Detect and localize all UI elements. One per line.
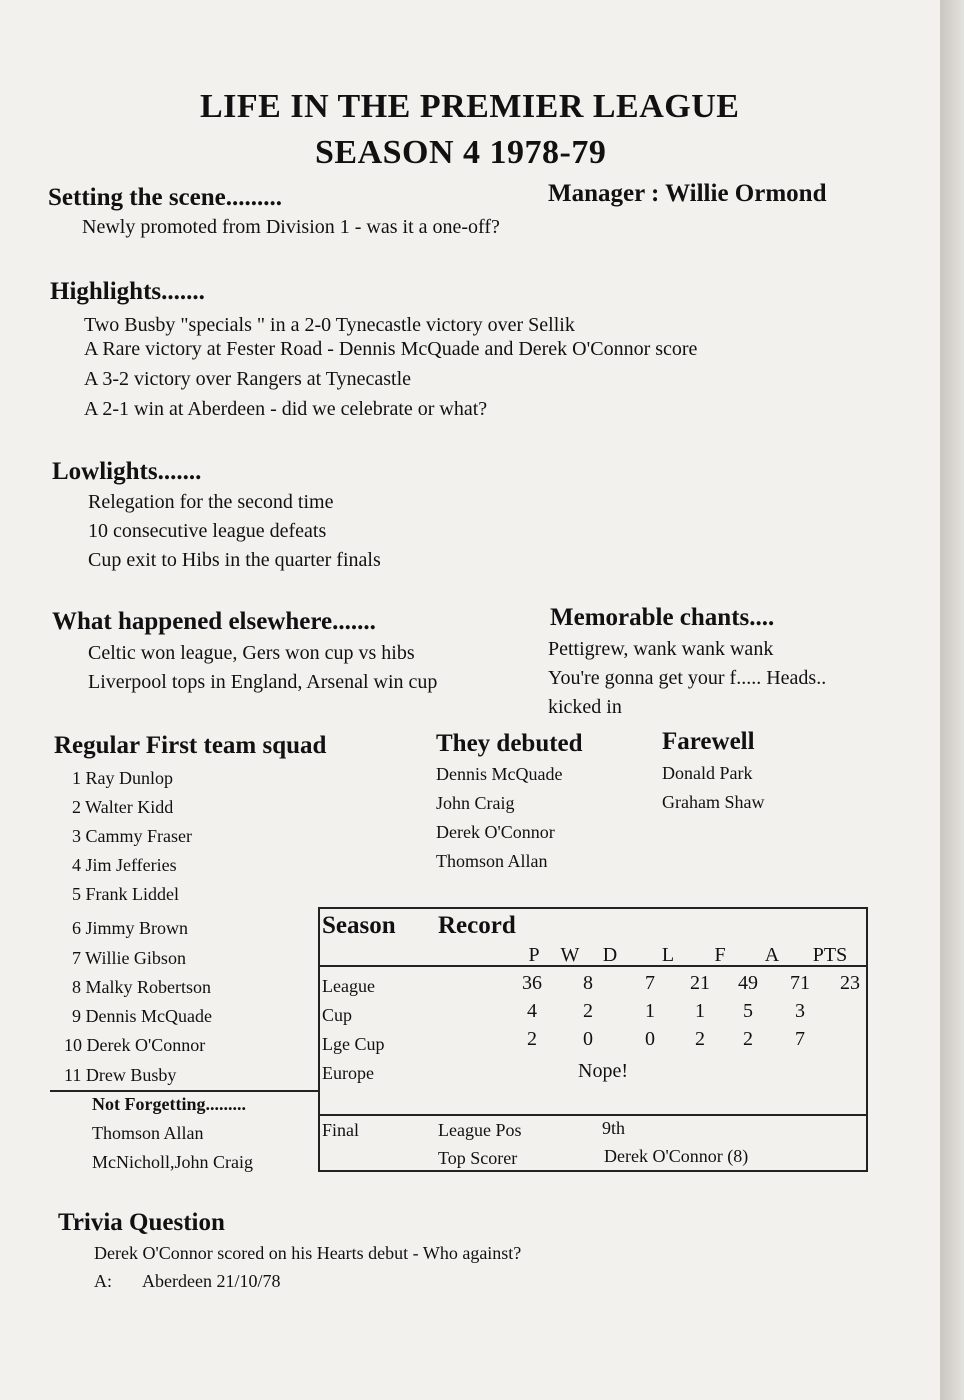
record-row-label: Europe: [322, 1063, 374, 1083]
record-season-heading: Season: [322, 912, 396, 939]
highlight-item: A Rare victory at Fester Road - Dennis McQuade and Derek O'Connor score: [84, 338, 698, 360]
col-header-f: F: [714, 944, 726, 966]
record-label-divider: [318, 965, 320, 1105]
squad-divider: [50, 1090, 318, 1092]
chants-heading: Memorable chants....: [550, 604, 775, 631]
debuted-name: John Craig: [436, 793, 515, 813]
highlights-heading: Highlights.......: [50, 278, 205, 305]
record-cell: 71: [790, 972, 810, 994]
col-header-a: A: [764, 944, 780, 966]
col-header-d: D: [602, 944, 618, 966]
debuted-name: Derek O'Connor: [436, 822, 555, 842]
record-europe-note: Nope!: [578, 1060, 628, 1082]
record-row-label: Cup: [322, 1005, 353, 1025]
record-cell: 49: [738, 972, 758, 994]
record-cell: 1: [695, 1000, 705, 1022]
record-record-heading: Record: [438, 912, 516, 939]
lowlight-item: 10 consecutive league defeats: [88, 520, 327, 542]
squad-player: 6 Jimmy Brown: [72, 918, 189, 938]
squad-player: 2 Walter Kidd: [72, 797, 174, 817]
chant-item: Pettigrew, wank wank wank: [548, 638, 774, 660]
record-final-label: Final: [322, 1120, 360, 1140]
league-pos-label: League Pos: [438, 1120, 522, 1140]
lowlight-item: Relegation for the second time: [88, 491, 334, 513]
league-pos-value: 9th: [602, 1118, 626, 1138]
col-header-l: L: [661, 944, 675, 966]
highlight-item: Two Busby "specials " in a 2-0 Tynecastle victory over Sellik: [84, 314, 575, 336]
scene-heading: Setting the scene.........: [48, 184, 282, 211]
record-cell: 2: [583, 1000, 593, 1022]
col-header-p: P: [528, 944, 540, 966]
farewell-name: Graham Shaw: [662, 792, 765, 812]
farewell-name: Donald Park: [662, 763, 753, 783]
squad-heading: Regular First team squad: [54, 732, 327, 759]
trivia-heading: Trivia Question: [58, 1209, 225, 1236]
squad-player: 8 Malky Robertson: [72, 977, 211, 997]
col-header-w: W: [560, 944, 580, 966]
not-forgetting-heading: Not Forgetting.........: [92, 1094, 246, 1114]
record-cell: 2: [743, 1028, 753, 1050]
trivia-question: Derek O'Connor scored on his Hearts debut - Who against?: [94, 1243, 522, 1263]
page-subtitle: SEASON 4 1978-79: [315, 134, 607, 171]
chant-item: kicked in: [548, 696, 622, 718]
highlight-item: A 2-1 win at Aberdeen - did we celebrate or what?: [84, 398, 488, 420]
squad-player: 3 Cammy Fraser: [72, 826, 192, 846]
debuted-name: Dennis McQuade: [436, 764, 563, 784]
record-cell: 0: [583, 1028, 593, 1050]
record-final-rule: [318, 1114, 868, 1116]
squad-player: 7 Willie Gibson: [72, 948, 186, 968]
manager-label: Manager : Willie Ormond: [548, 180, 827, 207]
record-cell: 7: [645, 972, 655, 994]
lowlight-item: Cup exit to Hibs in the quarter finals: [88, 549, 381, 571]
record-cell: 8: [583, 972, 593, 994]
record-cell: 21: [690, 972, 710, 994]
trivia-answer: Aberdeen 21/10/78: [142, 1271, 281, 1291]
record-cell: 2: [527, 1028, 537, 1050]
squad-player: 4 Jim Jefferies: [72, 855, 177, 875]
elsewhere-item: Celtic won league, Gers won cup vs hibs: [88, 642, 415, 664]
record-row-label: Lge Cup: [322, 1034, 385, 1054]
record-cell: 3: [795, 1000, 805, 1022]
page-binding: [940, 0, 964, 1400]
chant-item: You're gonna get your f..... Heads..: [548, 667, 827, 689]
elsewhere-heading: What happened elsewhere.......: [52, 608, 376, 635]
page-title: LIFE IN THE PREMIER LEAGUE: [200, 88, 740, 125]
not-forgetting-item: McNicholl,John Craig: [92, 1152, 253, 1172]
record-cell: 4: [527, 1000, 537, 1022]
debuted-name: Thomson Allan: [436, 851, 548, 871]
record-cell: 0: [645, 1028, 655, 1050]
top-scorer-value: Derek O'Connor (8): [604, 1146, 749, 1166]
elsewhere-item: Liverpool tops in England, Arsenal win cup: [88, 671, 438, 693]
record-cell: 23: [840, 972, 860, 994]
squad-player: 11 Drew Busby: [64, 1065, 177, 1085]
trivia-answer-label: A:: [94, 1271, 112, 1291]
farewell-heading: Farewell: [662, 728, 755, 755]
record-cell: 5: [743, 1000, 753, 1022]
record-cell: 36: [522, 972, 542, 994]
scene-text: Newly promoted from Division 1 - was it a one-off?: [82, 216, 500, 238]
squad-player: 1 Ray Dunlop: [72, 768, 173, 788]
not-forgetting-item: Thomson Allan: [92, 1123, 204, 1143]
lowlights-heading: Lowlights.......: [52, 458, 202, 485]
highlight-item: A 3-2 victory over Rangers at Tynecastle: [84, 368, 412, 390]
debuted-heading: They debuted: [436, 730, 583, 757]
top-scorer-label: Top Scorer: [438, 1148, 518, 1168]
record-cell: 2: [695, 1028, 705, 1050]
record-row-label: League: [322, 976, 375, 996]
record-cell: 7: [795, 1028, 805, 1050]
squad-player: 9 Dennis McQuade: [72, 1006, 212, 1026]
record-cell: 1: [645, 1000, 655, 1022]
col-header-pts: PTS: [812, 944, 848, 966]
squad-player: 5 Frank Liddel: [72, 884, 179, 904]
squad-player: 10 Derek O'Connor: [64, 1035, 206, 1055]
